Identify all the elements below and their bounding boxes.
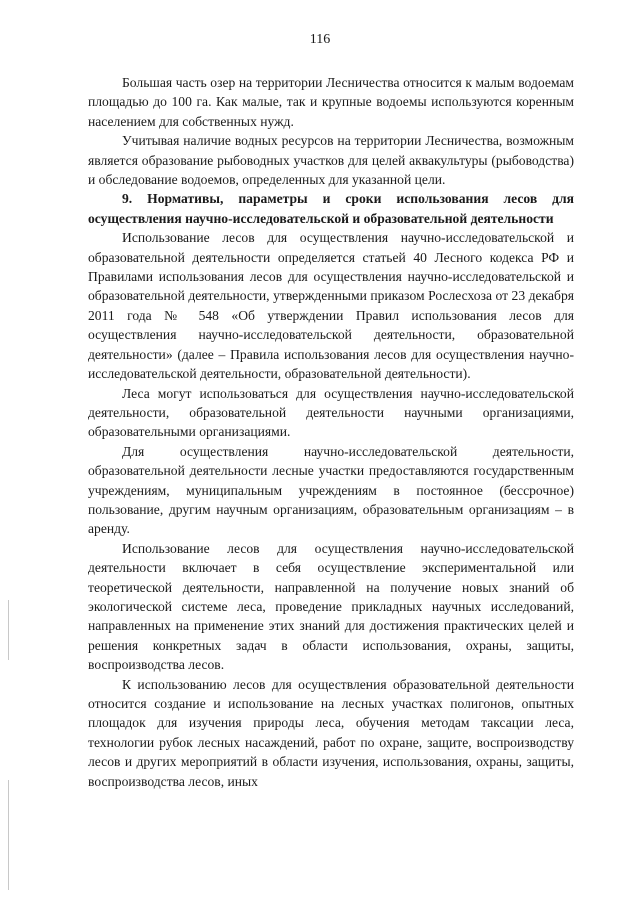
body-paragraph: К использованию лесов для осуществления образовательной деятельности относится создание и использование на лесных участках полигонов, опытных площадок для изучения природы леса, обучения методам таксации леса, технологии рубок лесных насаждений, работ по охране, защите, воспроизводству лесов и других мероприятий в области изучения, использования, охраны, защиты, воспроизводства лесов, иных [88,676,574,789]
document-body [88,73,574,791]
page-number: 116 [309,32,331,47]
section-heading: 9. Нормативы, параметры и сроки использования лесов для осуществления научно-исследовательской и образовательной деятельности [88,191,574,226]
scan-edge-mark [8,600,9,660]
intro-paragraph: Учитывая наличие водных ресурсов на территории Лесничества, возможным является образование рыбоводных участков для целей аквакультуры (рыбоводства) и обследование водоемов, определенных для указанной цели. [88,133,574,188]
body-paragraph: Для осуществления научно-исследовательской деятельности, образовательной деятельности лесные участки предоставляются государственным учреждениям, муниципальным учреждениям в постоянное (бессрочное) пользование, другим научным организациям, образовательным организациям – в аренду. [88,443,574,537]
scan-edge-mark [8,780,9,890]
intro-paragraph: Большая часть озер на территории Лесничества относится к малым водоемам площадью до 100 га. Как малые, так и крупные водоемы используются коренным населением для собственных нужд. [88,75,574,129]
body-paragraph: Леса могут использоваться для осуществления научно-исследовательской деятельности, образовательной деятельности научными организациями, образовательными организациями. [88,385,574,440]
body-paragraph: Использование лесов для осуществления научно-исследовательской и образовательной деятельности определяется статьей 40 Лесного кодекса РФ и Правилами использования лесов для осуществления научно-исследовательской и образовательной деятельности, утвержденными приказом Рослесхоза от 23 декабря 2011 года № 548 «Об утверждении Правил использования лесов для осуществления научно-исследовательской деятельности, образовательной деятельности» (далее – Правила использования лесов для осуществления научно-исследовательской деятельности, образовательной деятельности). [88,230,574,382]
body-paragraph: Использование лесов для осуществления научно-исследовательской деятельности включает в себя осуществление экспериментальной или теоретической деятельности, направленной на получение новых знаний об экологической системе леса, проведение прикладных научных исследований, направленных на применение этих знаний для достижения практических целей и решения конкретных задач в области использования, охраны, защиты, воспроизводства лесов. [88,540,574,673]
